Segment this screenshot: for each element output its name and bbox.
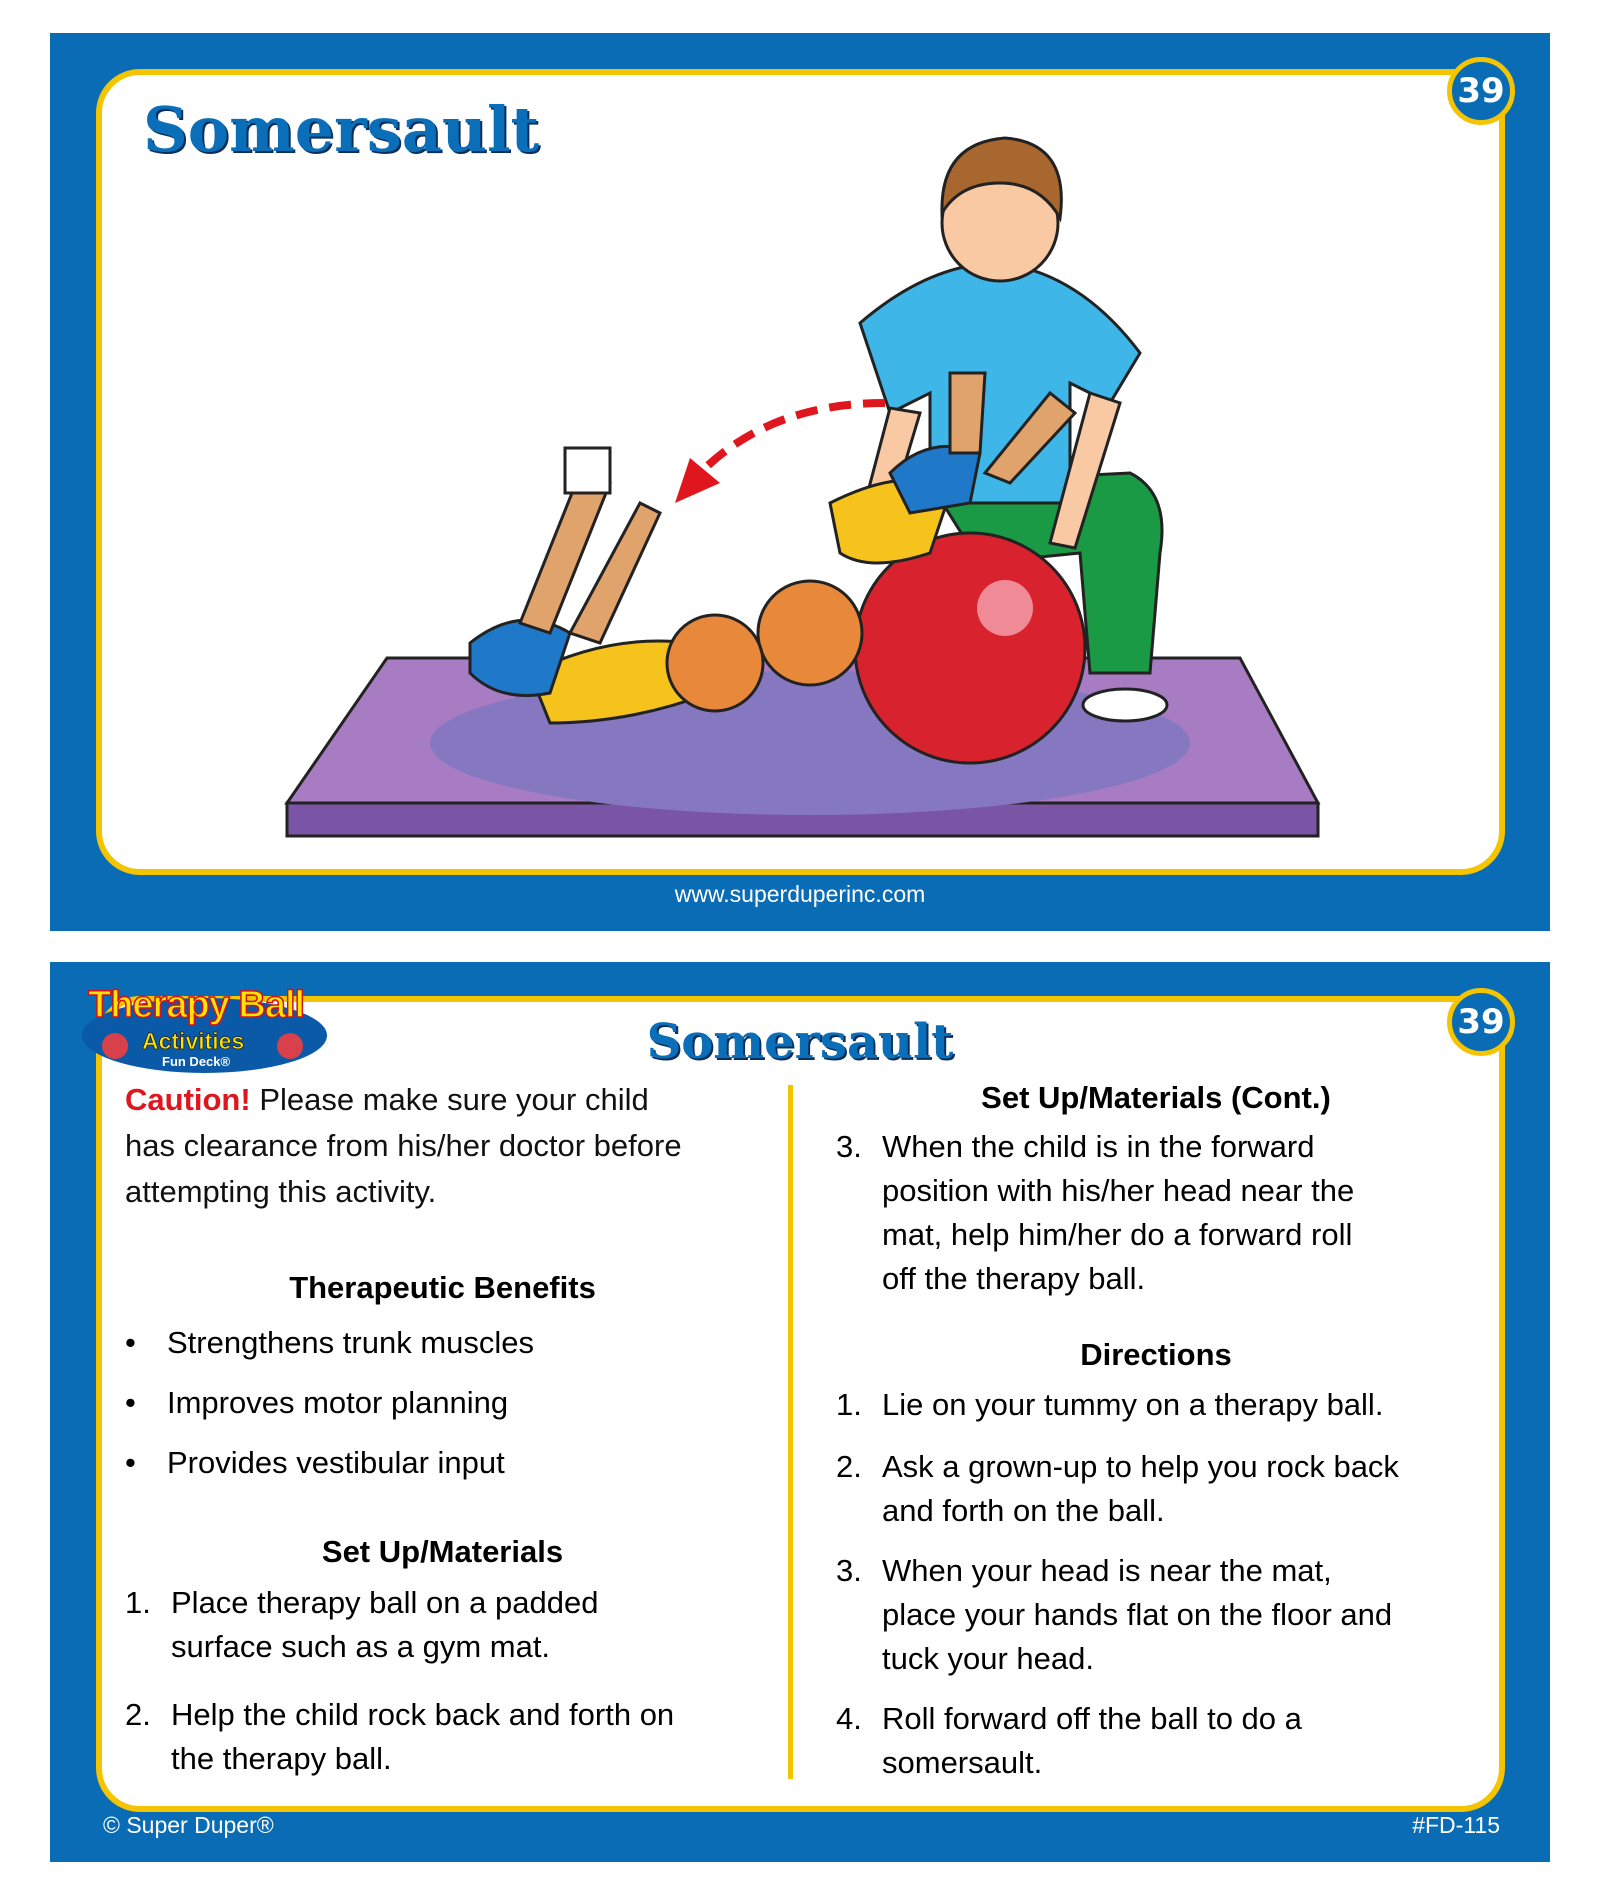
man-shoe — [1083, 689, 1167, 721]
directions-heading: Directions — [1080, 1337, 1232, 1372]
item-text — [882, 1125, 1354, 1301]
item-line: Ask a grown-up to help you rock back — [882, 1449, 1399, 1484]
item-line: Place therapy ball on a padded — [171, 1585, 599, 1620]
child-socks — [565, 448, 610, 493]
card-number-badge: 39 — [1447, 57, 1515, 125]
benefits-heading: Therapeutic Benefits — [289, 1270, 596, 1305]
website-url: www.superduperinc.com — [674, 881, 926, 907]
benefit-text: Strengthens trunk muscles — [167, 1325, 535, 1360]
card-number-badge: 39 — [1447, 988, 1515, 1056]
item-line: place your hands flat on the floor and — [882, 1597, 1393, 1632]
item-number: 2. — [125, 1697, 151, 1732]
item-line: Help the child rock back and forth on — [171, 1697, 675, 1732]
column-divider — [788, 1085, 793, 1779]
back-title: Somersault — [646, 1014, 954, 1070]
bullet-icon: • — [125, 1385, 136, 1420]
item-number: 2. — [836, 1449, 862, 1484]
item-line: the therapy ball. — [171, 1741, 392, 1776]
item-number: 3. — [836, 1553, 862, 1588]
item-line: tuck your head. — [882, 1641, 1094, 1676]
item-number: 1. — [125, 1585, 151, 1620]
item-text — [882, 1445, 1399, 1533]
somersault-arrow — [700, 403, 885, 473]
logo-line3: Fun Deck® — [162, 1054, 231, 1069]
item-line: mat, help him/her do a forward roll — [882, 1217, 1353, 1252]
caution-text — [125, 1077, 682, 1215]
front-title: Somersault — [143, 93, 540, 166]
item-line: Lie on your tummy on a therapy ball. — [882, 1387, 1384, 1422]
logo-line2: Activities — [142, 1028, 245, 1054]
item-number: 1. — [836, 1387, 862, 1422]
product-code: #FD-115 — [1412, 1812, 1500, 1838]
bullet-icon: • — [125, 1445, 136, 1480]
item-line: somersault. — [882, 1745, 1043, 1780]
item-number: 3. — [836, 1129, 862, 1164]
item-line: off the therapy ball. — [882, 1261, 1146, 1296]
benefit-text: Provides vestibular input — [167, 1445, 505, 1480]
item-line: When the child is in the forward — [882, 1129, 1315, 1164]
child-lying-head — [667, 615, 763, 711]
caution-line: has clearance from his/her doctor before — [125, 1128, 682, 1163]
item-text — [882, 1383, 1383, 1427]
item-text — [171, 1693, 674, 1781]
front-card — [50, 33, 1550, 931]
item-text — [882, 1549, 1392, 1681]
item-text — [882, 1697, 1302, 1785]
child-head — [758, 581, 862, 685]
caution-line: Please make sure your child — [250, 1082, 649, 1117]
copyright: © Super Duper® — [103, 1812, 274, 1838]
therapy-ball — [855, 533, 1085, 763]
item-line: position with his/her head near the — [882, 1173, 1355, 1208]
caution-label: Caution! — [125, 1082, 251, 1117]
item-number: 4. — [836, 1701, 862, 1736]
somersault-illustration — [50, 33, 1550, 931]
bullet-icon: • — [125, 1325, 136, 1360]
item-line: When your head is near the mat, — [882, 1553, 1332, 1588]
caution-line: attempting this activity. — [125, 1174, 437, 1209]
logo-line1: Therapy Ball — [88, 984, 305, 1026]
benefit-text: Improves motor planning — [167, 1385, 509, 1420]
setup-heading: Set Up/Materials — [321, 1534, 564, 1569]
setup-cont-heading: Set Up/Materials (Cont.) — [981, 1080, 1331, 1115]
ball-highlight — [977, 580, 1033, 636]
item-text — [171, 1581, 598, 1669]
child-lying-legs — [520, 473, 660, 643]
item-line: and forth on the ball. — [882, 1493, 1165, 1528]
item-line: surface such as a gym mat. — [171, 1629, 551, 1664]
item-line: Roll forward off the ball to do a — [882, 1701, 1302, 1736]
